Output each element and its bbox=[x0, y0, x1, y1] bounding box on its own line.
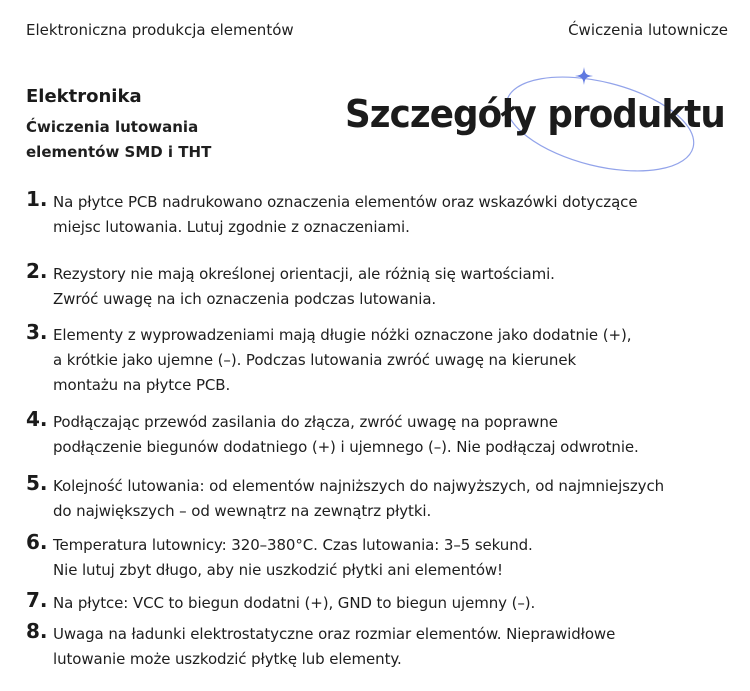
item-number: 7. bbox=[26, 588, 48, 612]
item-number: 4. bbox=[26, 407, 48, 431]
item-line: Uwaga na ładunki elektrostatyczne oraz rozmiar elementów. Nieprawidłowe bbox=[53, 625, 616, 643]
item-number: 3. bbox=[26, 320, 48, 344]
item-line: Na płytce: VCC to biegun dodatni (+), GND to biegun ujemny (–). bbox=[53, 594, 536, 612]
category-subtitle bbox=[26, 115, 226, 165]
item-text bbox=[53, 262, 718, 312]
item-line: a krótkie jako ujemne (–). Podczas lutowania zwróć uwagę na kierunek bbox=[53, 351, 577, 369]
item-number: 2. bbox=[26, 259, 48, 283]
page-title: Szczegóły produktu bbox=[345, 92, 725, 136]
item-number: 1. bbox=[26, 187, 48, 211]
item-text bbox=[53, 474, 718, 524]
item-line: miejsc lutowania. Lutuj zgodnie z oznaczeniami. bbox=[53, 218, 410, 236]
item-line: Podłączając przewód zasilania do złącza, zwróć uwagę na poprawne bbox=[53, 413, 558, 431]
item-line: Temperatura lutownicy: 320–380°C. Czas lutowania: 3–5 sekund. bbox=[53, 536, 533, 554]
item-line: podłączenie biegunów dodatniego (+) i ujemnego (–). Nie podłączaj odwrotnie. bbox=[53, 438, 639, 456]
item-line: Na płytce PCB nadrukowano oznaczenia elementów oraz wskazówki dotyczące bbox=[53, 193, 638, 211]
item-line: montażu na płytce PCB. bbox=[53, 376, 231, 394]
item-text bbox=[53, 323, 718, 398]
item-line: do największych – od wewnątrz na zewnątrz płytki. bbox=[53, 502, 432, 520]
category-subtitle-line: elementów SMD i THT bbox=[26, 143, 212, 161]
category-block bbox=[26, 86, 226, 165]
item-number: 6. bbox=[26, 530, 48, 554]
item-text bbox=[53, 622, 718, 672]
item-text bbox=[53, 533, 718, 583]
category-title: Elektronika bbox=[26, 86, 142, 107]
item-line: Nie lutuj zbyt długo, aby nie uszkodzić płytki ani elementów! bbox=[53, 561, 503, 579]
item-text bbox=[53, 410, 718, 460]
item-number: 5. bbox=[26, 471, 48, 495]
item-text bbox=[53, 190, 718, 240]
item-line: Rezystory nie mają określonej orientacji, ale różnią się wartościami. bbox=[53, 265, 555, 283]
item-line: Kolejność lutowania: od elementów najniższych do najwyższych, od najmniejszych bbox=[53, 477, 665, 495]
header-left-text: Elektroniczna produkcja elementów bbox=[26, 21, 294, 39]
category-subtitle-line: Ćwiczenia lutowania bbox=[26, 118, 199, 136]
header-right-text: Ćwiczenia lutownicze bbox=[568, 21, 728, 39]
sparkle-icon bbox=[575, 67, 593, 85]
item-line: lutowanie może uszkodzić płytkę lub elementy. bbox=[53, 650, 402, 668]
item-text bbox=[53, 591, 718, 616]
item-line: Zwróć uwagę na ich oznaczenia podczas lutowania. bbox=[53, 290, 437, 308]
item-number: 8. bbox=[26, 619, 48, 643]
item-line: Elementy z wyprowadzeniami mają długie nóżki oznaczone jako dodatnie (+), bbox=[53, 326, 632, 344]
